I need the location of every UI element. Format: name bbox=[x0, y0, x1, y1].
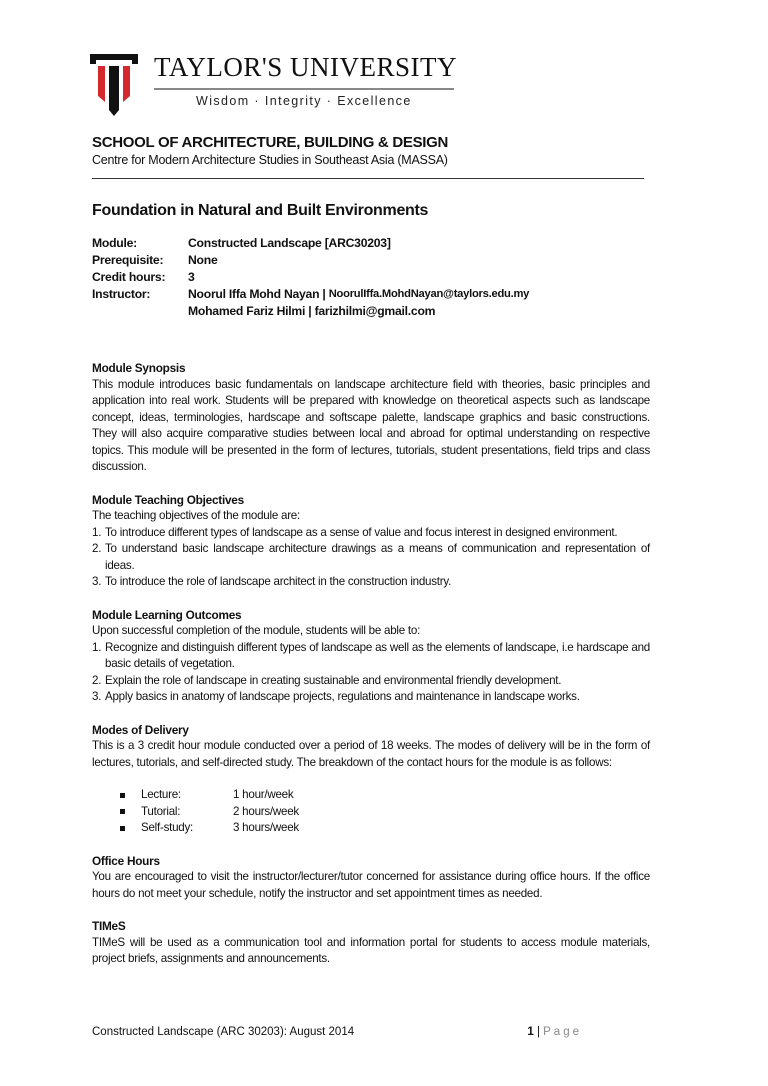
page-separator: | bbox=[533, 1026, 544, 1038]
info-label bbox=[92, 303, 188, 320]
bullet-label: Lecture: bbox=[141, 788, 181, 801]
list-item: 1. To introduce different types of landscape as a sense of value and focus interest in designed environment. bbox=[92, 525, 650, 542]
instructor-email-link[interactable]: NoorulIffa.MohdNayan@taylors.edu.my bbox=[328, 288, 530, 300]
list-item: 2. Explain the role of landscape in creating sustainable and environmental friendly development. bbox=[92, 673, 650, 690]
section-intro: The teaching objectives of the module are: bbox=[92, 509, 300, 522]
taylors-logo-mark-icon bbox=[88, 50, 140, 116]
info-row-instructor bbox=[92, 286, 650, 303]
section-heading: Modes of Delivery bbox=[92, 722, 189, 737]
list-item-text: Explain the role of landscape in creating sustainable and environmental friendly development. bbox=[105, 673, 562, 687]
section-delivery bbox=[92, 722, 650, 837]
section-text: This is a 3 credit hour module conducted over a period of 18 weeks. The modes of delivery will be in the form of lectures, tutorials, and self-directed study. The breakdown of the contact hours for the module is as follows: bbox=[92, 739, 650, 769]
bullet-value: 1 hour/week bbox=[233, 788, 294, 801]
university-logo bbox=[88, 50, 458, 120]
info-value: 3 bbox=[188, 270, 195, 284]
logo-tagline: Wisdom · Integrity · Excellence bbox=[196, 94, 412, 108]
info-label: Instructor: bbox=[92, 287, 151, 301]
page-footer bbox=[92, 1026, 582, 1038]
bullet-value: 3 hours/week bbox=[233, 821, 299, 834]
section-heading: Module Learning Outcomes bbox=[92, 607, 242, 622]
info-label: Module: bbox=[92, 236, 137, 250]
list-item: 3. To introduce the role of landscape architect in the construction industry. bbox=[92, 574, 650, 591]
section-office-hours bbox=[92, 853, 650, 903]
info-row-prerequisite bbox=[92, 252, 650, 269]
bullet-square-icon bbox=[120, 793, 125, 798]
school-heading: SCHOOL OF ARCHITECTURE, BUILDING & DESIGN bbox=[92, 134, 449, 151]
centre-subheading: Centre for Modern Architecture Studies in Southeast Asia (MASSA) bbox=[92, 153, 448, 167]
list-item: 2. To understand basic landscape architecture drawings as a means of communication and representation of ideas. bbox=[92, 541, 650, 574]
list-item-text: Apply basics in anatomy of landscape projects, regulations and maintenance in landscape works. bbox=[105, 690, 580, 703]
list-item: 3. Apply basics in anatomy of landscape projects, regulations and maintenance in landscape works. bbox=[92, 689, 650, 706]
module-info bbox=[92, 235, 650, 320]
section-heading: TIMeS bbox=[92, 919, 126, 933]
bullet-item bbox=[120, 804, 650, 821]
list-item-text: Recognize and distinguish different types of landscape as well as the elements of landscape, i.e hardscape and basic details of vegetation. bbox=[105, 640, 650, 670]
document-body bbox=[92, 134, 650, 968]
divider bbox=[92, 178, 644, 179]
section-text: This module introduces basic fundamentals on landscape architecture field with theories, basic principles and application into real work. Students will be prepared with knowledge on theoretical aspects such as landscape concept, ideas, terminologies, hardscape and softscape palette, landscape graphics and basic constructions. They will also acquire comparative studies between local and abroad for optimal understanding on respective topics. This module will be presented in the form of lectures, tutorials, student presentations, field trips and class discussion. bbox=[92, 377, 650, 473]
section-text: TIMeS will be used as a communication tool and information portal for students to access module materials, project briefs, assignments and announcements. bbox=[92, 935, 650, 965]
page-word: Page bbox=[543, 1026, 582, 1038]
info-value: Constructed Landscape [ARC30203] bbox=[188, 236, 391, 250]
page-number-value: 1 bbox=[527, 1026, 534, 1038]
info-label: Prerequisite: bbox=[92, 253, 164, 267]
section-intro: Upon successful completion of the module, students will be able to: bbox=[92, 624, 421, 637]
bullet-label: Tutorial: bbox=[141, 804, 181, 818]
bullet-square-icon bbox=[120, 809, 125, 814]
bullet-label: Self-study: bbox=[141, 821, 194, 834]
section-synopsis bbox=[92, 360, 650, 476]
bullet-item bbox=[120, 787, 650, 804]
info-value: None bbox=[188, 253, 218, 267]
list-item-text: To understand basic landscape architecture drawings as a means of communication and representation of ideas. bbox=[105, 542, 650, 572]
page-number bbox=[527, 1026, 582, 1038]
info-value: Noorul Iffa Mohd Nayan | bbox=[188, 287, 329, 301]
section-text: You are encouraged to visit the instructor/lecturer/tutor concerned for assistance during office hours. If the office hours do not meet your schedule, notify the instructor and set appointment times as needed. bbox=[92, 870, 650, 900]
section-objectives bbox=[92, 492, 650, 591]
info-value: Mohamed Fariz Hilmi | farizhilmi@gmail.com bbox=[188, 304, 436, 318]
info-row-module bbox=[92, 235, 650, 252]
section-times bbox=[92, 918, 650, 968]
logo-rule bbox=[154, 88, 454, 90]
contact-hours-list bbox=[120, 787, 650, 837]
logo-name: TAYLOR'S UNIVERSITY bbox=[154, 52, 457, 82]
section-heading: Office Hours bbox=[92, 853, 160, 868]
section-outcomes bbox=[92, 607, 650, 706]
section-heading: Module Teaching Objectives bbox=[92, 492, 244, 507]
list-item: 1. Recognize and distinguish different types of landscape as well as the elements of landscape, i.e hardscape and basic details of vegetation. bbox=[92, 640, 650, 673]
programme-title: Foundation in Natural and Built Environments bbox=[92, 202, 429, 219]
footer-left: Constructed Landscape (ARC 30203): August 2014 bbox=[92, 1026, 355, 1038]
list-item-text: To introduce different types of landscape as a sense of value and focus interest in designed environment. bbox=[105, 525, 618, 539]
bullet-item bbox=[120, 820, 650, 837]
info-row-credit-hours bbox=[92, 269, 650, 286]
bullet-value: 2 hours/week bbox=[233, 804, 299, 818]
info-label: Credit hours: bbox=[92, 270, 166, 284]
section-heading: Module Synopsis bbox=[92, 361, 186, 375]
bullet-square-icon bbox=[120, 826, 125, 831]
info-row-instructor-2 bbox=[92, 303, 650, 320]
list-item-text: To introduce the role of landscape architect in the construction industry. bbox=[105, 575, 452, 588]
